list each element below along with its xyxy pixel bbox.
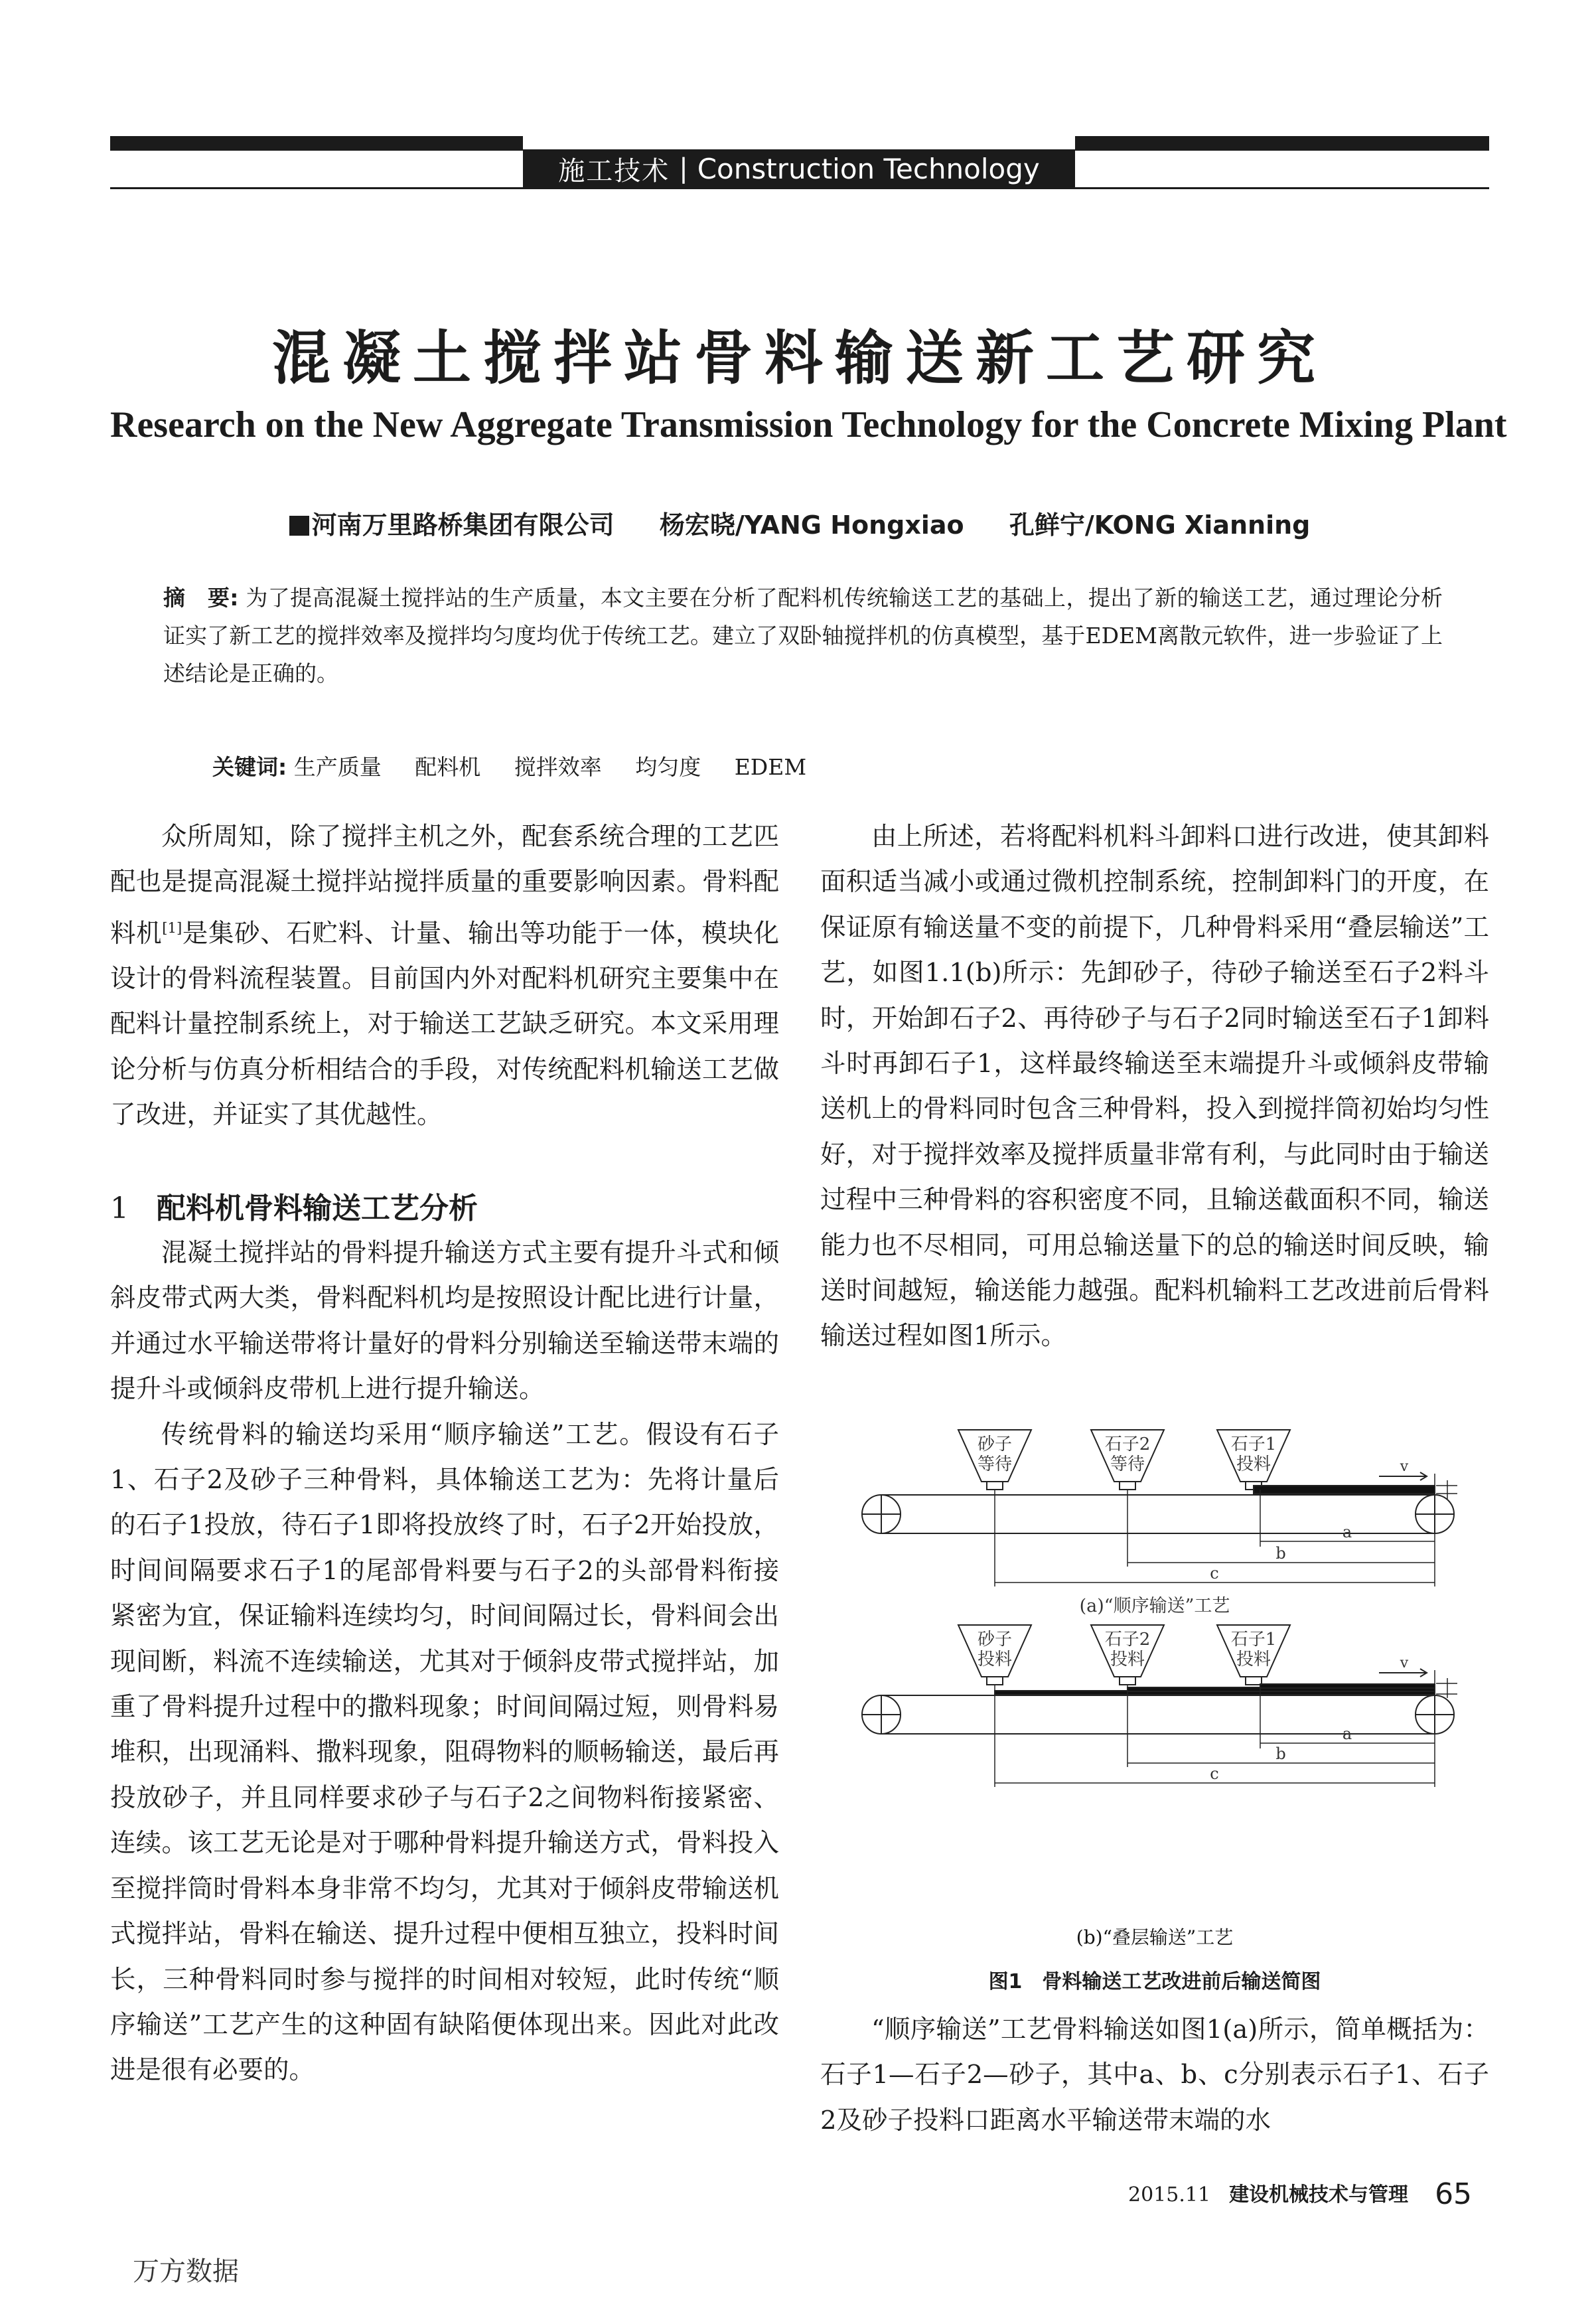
- title-en: Research on the New Aggregate Transmission Technology for the Concrete Mixing Plant: [110, 404, 1507, 445]
- keywords-label: 关键词:: [212, 754, 287, 780]
- right-paragraph-2: [820, 2007, 1489, 2143]
- label-a-a: a: [1342, 1523, 1352, 1541]
- hopper-b-stone2-state: 投料: [1110, 1650, 1145, 1669]
- right-paragraph-1: [820, 814, 1489, 1359]
- section-1-heading: [110, 1184, 478, 1227]
- section-1-paragraph-1: 混凝土搅拌站的骨料提升输送方式主要有提升斗式和倾斜皮带式两大类，骨料配料机均是按照设计配比进行计量，并通过水平输送带将计量好的骨料分别输送至输送带末端的提升斗或倾斜皮带机上进行提升输送。: [110, 1238, 779, 1405]
- page-number: 65: [1435, 2177, 1473, 2211]
- intro-paragraph: [110, 814, 779, 1138]
- footer-journal: 建设机械技术与管理: [1229, 2183, 1409, 2206]
- title-cn: 混凝土搅拌站骨料输送新工艺研究: [271, 324, 1327, 392]
- abstract: [163, 579, 1443, 692]
- hopper-a-stone1-name: 石子1: [1230, 1434, 1277, 1454]
- intro-reference: [1]: [162, 919, 182, 936]
- intro-text-post: 是集砂、石贮料、计量、输出等功能于一体，模块化设计的骨料流程装置。目前国内外对配料机研究主要集中在配料计量控制系统上，对于输送工艺缺乏研究。本文采用理论分析与仿真分析相结合的手段，对传统配料机输送工艺做了改进，并证实了其优越性。: [110, 918, 779, 1130]
- org-mark-icon: [289, 516, 309, 536]
- keyword-4: 均匀度: [635, 754, 701, 780]
- diagram-b: [861, 1625, 1457, 1787]
- author-org: 河南万里路桥集团有限公司: [311, 510, 615, 540]
- hopper-b-stone1-name: 石子1: [1230, 1630, 1277, 1650]
- hopper-a-sand-state: 等待: [977, 1454, 1013, 1474]
- keyword-5: EDEM: [734, 754, 807, 780]
- abstract-label: 摘 要:: [163, 585, 239, 611]
- keywords: [212, 750, 833, 781]
- header-rule-right: [1075, 136, 1489, 151]
- label-b-v: v: [1400, 1655, 1409, 1671]
- right-paragraph-2-text: “顺序输送”工艺骨料输送如图1(a)所示，简单概括为：石子1—石子2—砂子，其中a、b、c分别表示石子1、石子2及砂子投料口距离水平输送带末端的水: [820, 2015, 1489, 2135]
- keyword-3: 搅拌效率: [514, 754, 602, 780]
- label-b-a: a: [1342, 1725, 1352, 1743]
- section-1-paragraph-2: 传统骨料的输送均采用“顺序输送”工艺。假设有石子1、石子2及砂子三种骨料，具体输送工艺为：先将计量后的石子1投放，待石子1即将投放终了时，石子2开始投放，时间间隔要求石子1的尾部骨料要与石子2的头部骨料衔接紧密为宜，保证输料连续均匀，时间间隔过长，骨料间会出现间断，料流不连续输送，尤其对于倾斜皮带式搅拌站，加重了骨料提升过程中的撒料现象；时间间隔过短，则骨料易堆积，出现涌料、撒料现象，阻碍物料的顺畅输送，最后再投放砂子，并且同样要求砂子与石子2之间物料衔接紧密、连续。该工艺无论是对于哪种骨料提升输送方式，骨料投入至搅拌筒时骨料本身非常不均匀，尤其对于倾斜皮带输送机式搅拌站，骨料在输送、提升过程中便相互独立，投料时间长，三种骨料同时参与搅拌的时间相对较短，此时传统“顺序输送”工艺产生的这种固有缺陷便体现出来。因此对此改进是很有必要的。: [110, 1419, 779, 2086]
- figure-1-diagram: [820, 1427, 1489, 1998]
- intro-text-pre: 众所周知，除了搅拌主机之外，配套系统合理的工艺匹配也是提高混凝土搅拌站搅拌质量的重要影响因素。骨料配料机: [110, 822, 779, 949]
- hopper-b-sand-state: 投料: [977, 1650, 1013, 1669]
- section-1-number: 1: [110, 1192, 129, 1225]
- watermark: 万方数据: [133, 2256, 239, 2287]
- figure-1-caption: 图1 骨料输送工艺改进前后输送简图: [988, 1970, 1321, 1993]
- keyword-1: 生产质量: [293, 754, 382, 780]
- hopper-a-sand-name: 砂子: [977, 1434, 1013, 1454]
- abstract-text: 为了提高混凝土搅拌站的生产质量，本文主要在分析了配料机传统输送工艺的基础上，提出了新的输送工艺，通过理论分析证实了新工艺的搅拌效率及搅拌均匀度均优于传统工艺。建立了双卧轴搅拌机的仿真模型，基于EDEM离散元软件，进一步验证了上述结论是正确的。: [163, 585, 1443, 686]
- label-b-c: c: [1210, 1764, 1219, 1783]
- hopper-a-stone2-state: 等待: [1110, 1454, 1145, 1474]
- author-1: 杨宏晓/YANG Hongxiao: [659, 510, 964, 540]
- hopper-a-stone1-state: 投料: [1236, 1454, 1271, 1474]
- label-a-b: b: [1275, 1544, 1286, 1563]
- authors: [110, 504, 1489, 541]
- page-footer: [1128, 2177, 1472, 2211]
- right-paragraph-1-text: 由上所述，若将配料机料斗卸料口进行改进，使其卸料面积适当减小或通过微机控制系统，控制卸料门的开度，在保证原有输送量不变的前提下，几种骨料采用“叠层输送”工艺，如图1.1(b)所示：先卸砂子，待砂子输送至石子2料斗时，开始卸石子2、再待砂子与石子2同时输送至石子1卸料斗时再卸石子1，这样最终输送至末端提升斗或倾斜皮带输送机上的骨料同时包含三种骨料，投入到搅拌筒初始均匀性好，对于搅拌效率及搅拌质量非常有利，与此同时由于输送过程中三种骨料的容积密度不同，且输送截面积不同，输送能力也不尽相同，可用总输送量下的总的输送时间反映，输送时间越短，输送能力越强。配料机输料工艺改进前后骨料输送过程如图1所示。: [820, 822, 1489, 1352]
- author-2: 孔鲜宁/KONG Xianning: [1009, 510, 1311, 540]
- label-a-v: v: [1400, 1458, 1409, 1475]
- hopper-b-sand-name: 砂子: [977, 1630, 1013, 1650]
- hopper-a-stone2-name: 石子2: [1104, 1434, 1151, 1454]
- diagram-a: [861, 1430, 1457, 1586]
- section-1-body: [110, 1231, 779, 2094]
- footer-issue: 2015.11: [1128, 2183, 1211, 2206]
- section-tag: [523, 149, 1075, 188]
- keyword-2: 配料机: [415, 754, 481, 780]
- hopper-b-stone2-name: 石子2: [1104, 1630, 1151, 1650]
- label-a-c: c: [1210, 1564, 1219, 1583]
- section-tag-en: Construction Technology: [697, 152, 1040, 185]
- caption-b: (b)“叠层输送”工艺: [1076, 1926, 1234, 1948]
- section-1-title: 配料机骨料输送工艺分析: [157, 1192, 478, 1225]
- section-tag-separator: |: [679, 153, 688, 184]
- material-a-stone1: [1254, 1486, 1435, 1494]
- label-b-b: b: [1275, 1744, 1286, 1763]
- header-rule-left: [110, 136, 523, 151]
- material-b-stone1: [1260, 1684, 1435, 1688]
- section-tag-cn: 施工技术: [558, 155, 670, 187]
- caption-a: (a)“顺序输送”工艺: [1079, 1596, 1230, 1616]
- hopper-b-stone1-state: 投料: [1236, 1650, 1271, 1669]
